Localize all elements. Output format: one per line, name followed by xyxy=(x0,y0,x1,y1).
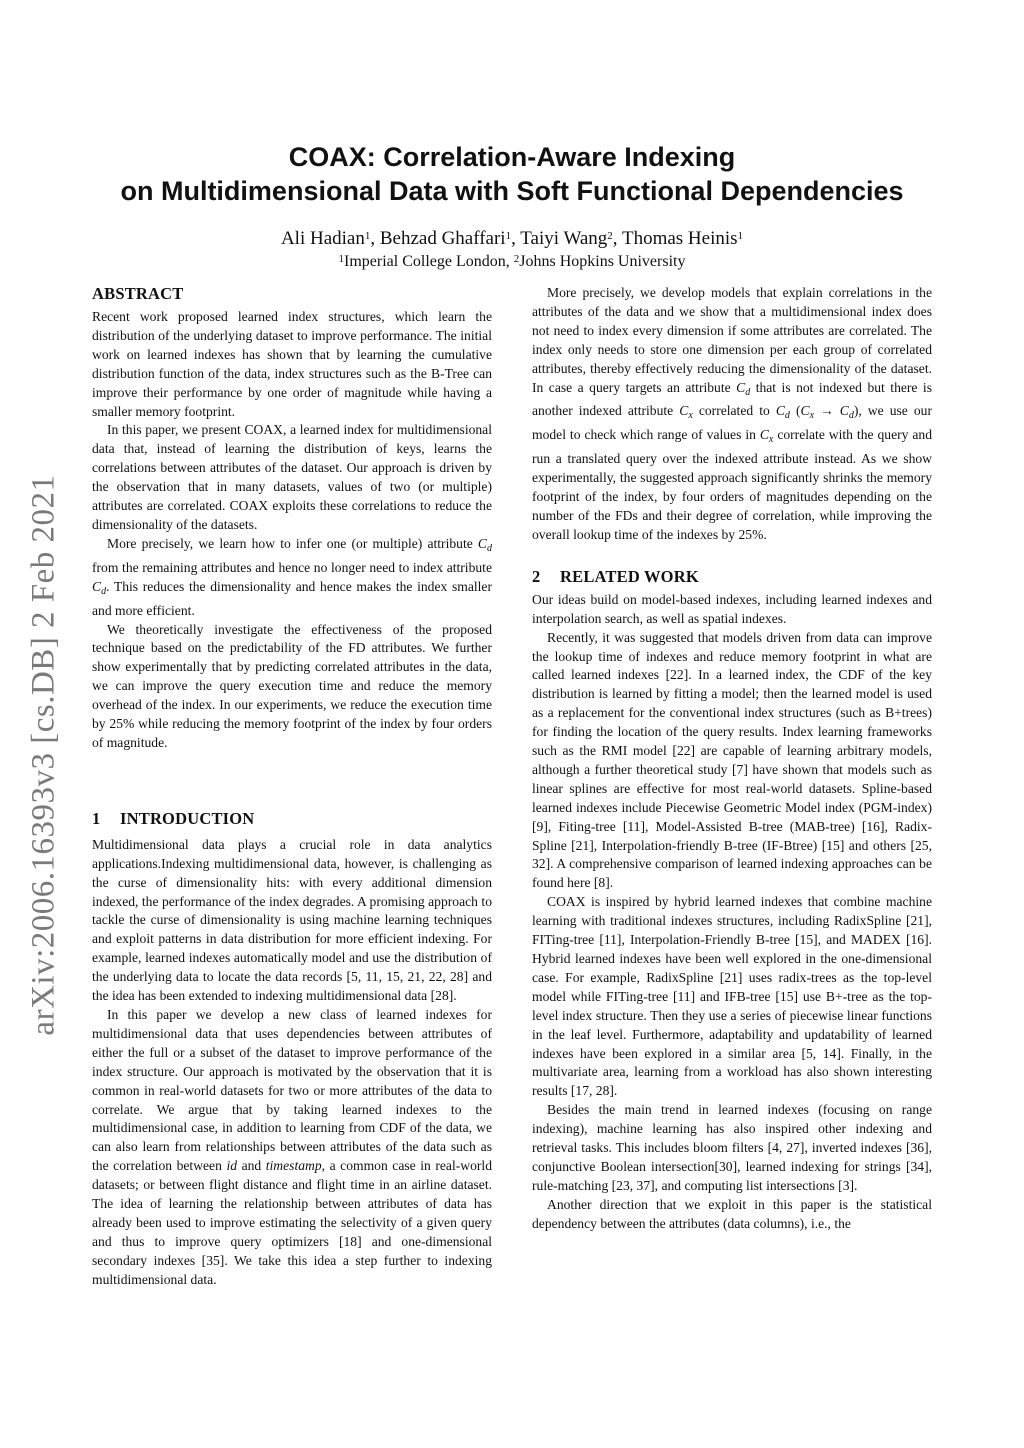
abstract-paragraph: In this paper, we present COAX, a learned index for multidimensional data that, instead of learning the distribution of keys, learns the correlations between attributes of the dataset. Our approach is driven by the observation that in many datasets, values of two (or multiple) attributes are correlated. COAX exploits these correlations to reduce the dimensionality of the datasets. xyxy=(92,422,492,532)
math-symbol: C xyxy=(92,578,102,594)
math-arrow: → xyxy=(814,403,840,419)
author-list: Ali Hadian$^1$, Behzad Ghaffari$^1$, Taiyi Wang$^2$, Thomas Heinis$^1$ xyxy=(280,228,744,249)
body-paragraph xyxy=(532,284,932,545)
text-run: correlated to xyxy=(692,403,776,419)
body-paragraph xyxy=(92,1006,492,1290)
math-subscript: d xyxy=(745,386,751,398)
abstract-heading: ABSTRACT xyxy=(92,284,184,303)
math-subscript: d xyxy=(848,410,854,422)
math-symbol: C xyxy=(800,403,810,419)
arxiv-identifier: arXiv:2006.16393v3 [cs.DB] 2 Feb 2021 xyxy=(25,474,62,1036)
math-symbol: C xyxy=(477,535,487,551)
arxiv-sidebar xyxy=(14,460,74,1050)
author-affil-mark: 1 xyxy=(737,230,744,242)
abstract-paragraph: Recent work proposed learned index structures, which learn the distribution of the underlying dataset to improve performance. The initial work on learned indexes has shown that by learning the cumulative distribution function of the data, index structures such as the B-Tree can improve their performance by one order of magnitude while having a smaller memory footprint. xyxy=(92,309,492,419)
text-run: More precisely, we develop models that explain correlations in the attributes of the data and we show that a multidimensional index does not need to index every dimension if some attributes are correlated. The index only needs to store one dimension per each group of correlated attributes, thereby effectively reducing the dimensionality of the dataset. In case a query targets an attribute xyxy=(532,285,932,395)
affiliation-1: Imperial College London, xyxy=(344,253,514,270)
affil-mark: 1 xyxy=(338,253,345,265)
body-paragraph: Multidimensional data plays a crucial role in data analytics applications.Indexing multidimensional data, however, is challenging as the curse of dimensionality hits: with every additional dimension indexed, the performance of the index degrades. A promising approach to tackle the curse of dimensionality is using machine learning techniques and exploit patterns in data distribution for more efficient indexing. For example, learned indexes automatically model and use the distribution of the underlying data to locate the data records [5, 11, 15, 21, 22, 28] and the idea has been extended to indexing multidimensional data [28]. xyxy=(92,836,492,1004)
text-run: , a common case in real-world datasets; or between flight distance and flight time in an airline dataset. The idea of learning the relationship between attributes of data has already been used to improve estimating the selectivity of a given query and thus to improve query optimizers [18] and one-dimensional secondary indexes [35]. We take this idea a step further to indexing multidimensional data. xyxy=(92,1158,492,1287)
section-heading-introduction xyxy=(92,809,492,829)
math-subscript: d xyxy=(101,585,107,597)
text-run: More precisely, we learn how to infer one (or multiple) attribute xyxy=(107,535,478,551)
affil-mark: 2 xyxy=(513,253,520,265)
author-affil-mark: 2 xyxy=(607,230,613,242)
text-run: correlate with the query and run a translated query over the indexed attribute instead. As we show experimentally, the suggested approach significantly shrinks the memory footprint of the index, by four orders of magnitudes depending on the number of the FDs and their degree of correlation, while improving the overall lookup time of the indexes by 25%. xyxy=(532,427,932,542)
text-run: . This reduces the dimensionality and hence makes the index smaller and more efficient. xyxy=(92,578,492,618)
section-title: RELATED WORK xyxy=(560,566,699,586)
abstract-paragraph xyxy=(92,535,492,621)
math-subscript: d xyxy=(784,410,790,422)
title-line-2: on Multidimensional Data with Soft Functional Dependencies xyxy=(120,176,904,206)
body-paragraph: COAX is inspired by hybrid learned indexes that combine machine learning with traditional indexes structures, including RadixSpline [21], FITing-tree [11], Interpolation-Friendly B-tree [15], and MADEX [16]. Hybrid learned indexes have been well explored in the one-dimensional case. For example, RadixSpline [21] uses radix-trees as the top-level model while FITing-tree [11] and IFB-tree [15] use B+-tree as the top-level index structure. Then they use a series of piecewise linear functions in the leaf level. Furthermore, adaptability and updatability of learned indexes have been explored in a similar area [5, 14]. Finally, in the multivariate area, learning from a workload has also shown interesting results [17, 28]. xyxy=(532,894,932,1099)
math-symbol: C xyxy=(736,379,746,395)
math-subscript: d xyxy=(487,542,492,554)
body-paragraph: Another direction that we exploit in this paper is the statistical dependency between the attributes (data columns), i.e., the xyxy=(532,1196,932,1231)
title-block xyxy=(80,140,944,272)
math-symbol: C xyxy=(839,403,849,419)
text-run: from the remaining attributes and hence no longer need to index attribute xyxy=(92,559,492,575)
right-column xyxy=(532,284,932,1234)
text-run: ( xyxy=(789,403,801,419)
math-symbol: C xyxy=(679,403,689,419)
abstract-paragraph: We theoretically investigate the effectiveness of the proposed technique based on the predictability of the FD attributes. We further show experimentally that by predicting correlated attributes in the data, we can improve the query execution time and reduce the memory overhead of the index. In our experiments, we reduce the execution time by 25% while reducing the memory footprint of the index by four orders of magnitude. xyxy=(92,621,492,750)
author-name: Ali Hadian xyxy=(280,228,365,249)
title-line-1: COAX: Correlation-Aware Indexing xyxy=(288,142,736,172)
section-heading-related-work xyxy=(532,567,932,587)
math-symbol: C xyxy=(775,403,785,419)
section-number: 1 xyxy=(92,808,101,828)
author-affil-mark: 1 xyxy=(364,230,371,242)
body-paragraph: Recently, it was suggested that models driven from data can improve the lookup time of indexes and reduce memory footprint in what are called learned indexes [22]. In a learned index, the CDF of the key distribution is learned by fitting a model; then the learned model is used as a replacement for the conventional index structures (such as B+trees) for finding the location of the query results. Index learning frameworks such as the RMI model [22] are capable of learning arbitrary models, although a further theoretical study [7] have shown that models such as linear splines are effective for most real-world datasets. Spline-based learned indexes include Piecewise Geometric Model index (PGM-index) [9], Fiting-tree [11], Model-Assisted B-tree (MAB-tree) [16], Radix-Spline [21], Interpolation-friendly B-tree (IF-Btree) [15] and others [25, 32]. A comprehensive comparison of learned indexing approaches can be found here [8]. xyxy=(532,629,932,891)
math-subscript: x xyxy=(688,410,693,422)
text-run: that is not indexed but there is another indexed attribute xyxy=(532,379,932,419)
math-subscript: x xyxy=(768,434,774,446)
body-paragraph: Besides the main trend in learned indexes (focusing on range indexing), machine learning has also inspired other indexing and retrieval tasks. This includes bloom filters [4, 27], inverted indexes [36], conjunctive Boolean intersection[30], learned indexing for strings [34], rule-matching [23, 37], and computing list intersections [3]. xyxy=(532,1102,932,1193)
section-title: INTRODUCTION xyxy=(120,808,255,828)
text-run: In this paper we develop a new class of learned indexes for multidimensional data that uses dependencies between attributes of either the full or a subset of the dataset to improve performance of the index structure. Our approach is motivated by the observation that it is common in real-world datasets for two or more attributes of the data to correlate. We argue that by taking learned indexes to the multidimensional case, in addition to learning from CDF of the data, we can also learn from relationships between attributes of the data such as the correlation between xyxy=(92,1007,492,1174)
affiliation-2: Johns Hopkins University xyxy=(519,253,686,270)
math-subscript: x xyxy=(809,410,815,422)
text-run: ), we use our model to check which range of values in xyxy=(532,403,932,443)
author-name: Taiyi Wang xyxy=(520,228,608,249)
author-name: Thomas Heinis xyxy=(621,228,738,249)
body-paragraph: Our ideas build on model-based indexes, including learned indexes and interpolation search, as well as spatial indexes. xyxy=(532,591,932,626)
paper-title xyxy=(80,140,944,208)
section-number: 2 xyxy=(532,566,541,586)
left-column xyxy=(92,284,492,1290)
author-name: Behzad Ghaffari xyxy=(379,228,506,249)
math-symbol: C xyxy=(759,427,769,443)
text-run: and xyxy=(237,1158,266,1174)
math-term: id xyxy=(226,1158,238,1174)
math-term: timestamp xyxy=(265,1158,322,1174)
author-affil-mark: 1 xyxy=(505,230,512,242)
affiliations xyxy=(80,252,944,272)
